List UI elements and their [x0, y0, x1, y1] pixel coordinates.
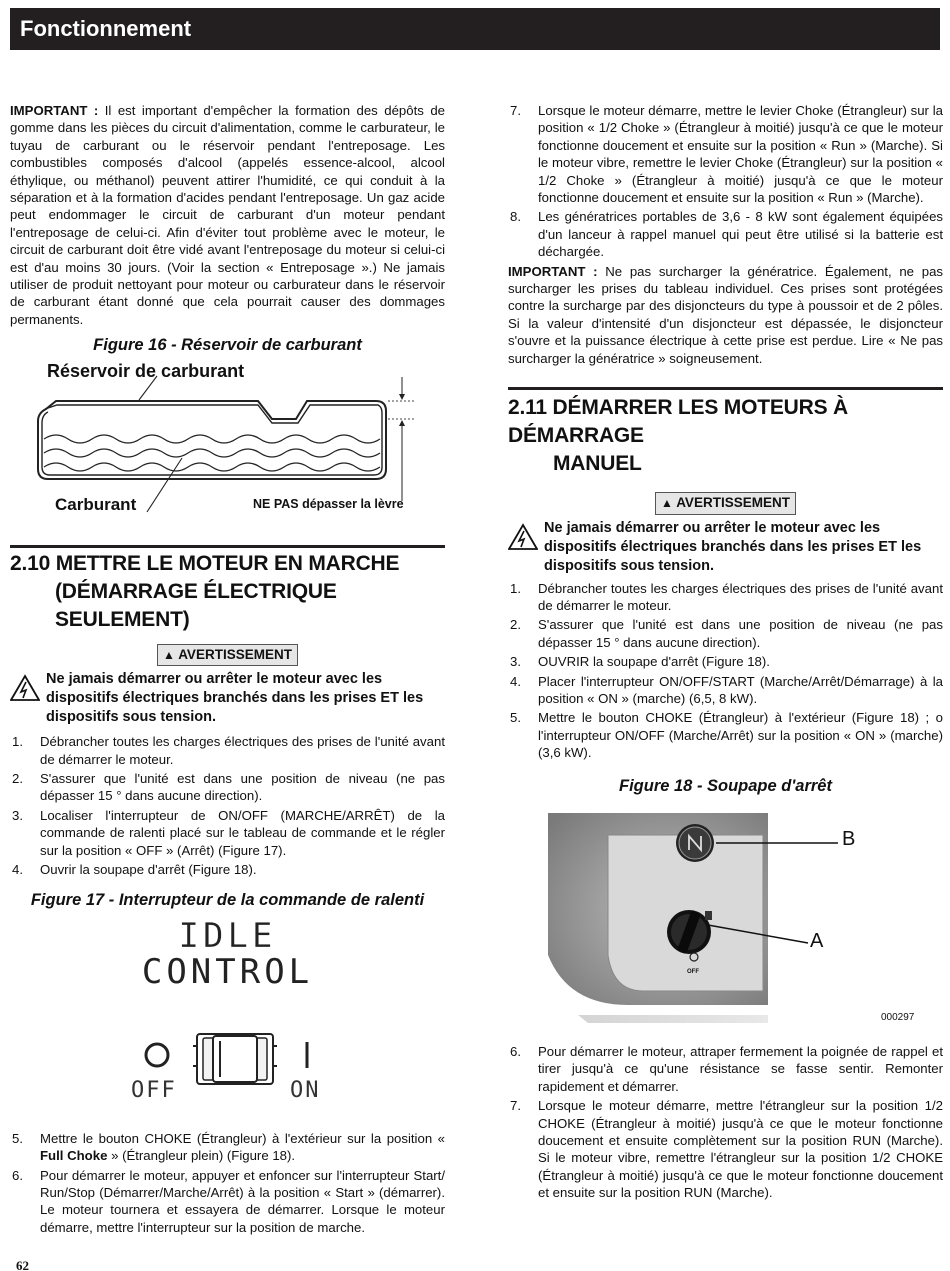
step-number: 5.	[510, 710, 521, 726]
section-rule	[10, 545, 445, 548]
section-rule	[508, 387, 943, 390]
list-item	[508, 673, 943, 708]
step-text: Les génératrices portables de 3,6 - 8 kW sont également équipées d'un lanceur à rappel manuel qui peut être utilisé si la batterie est déchargée.	[538, 209, 943, 260]
warning-message	[508, 519, 943, 576]
section-2-10-line2: (DÉMARRAGE ÉLECTRIQUE SEULEMENT)	[55, 579, 337, 631]
list-item	[508, 102, 943, 206]
step-text: Pour démarrer le moteur, attraper fermement la poignée de rappel et tirer jusqu'à ce qu'une résistance se fasse sentir. Remonter rapidement et démarrer.	[538, 1043, 943, 1094]
steps-list-manual-cont	[508, 1043, 943, 1202]
list-item	[508, 208, 943, 260]
figure-16	[10, 361, 445, 531]
step-number: 1.	[12, 734, 23, 750]
step-text: S'assurer que l'unité est dans une position de niveau (ne pas dépasser 15 ° dans aucune direction).	[40, 770, 445, 804]
fuel-label: Carburant	[55, 494, 137, 514]
step-number: 7.	[510, 1098, 521, 1114]
label-a: A	[810, 929, 824, 952]
off-small-label: OFF	[687, 968, 699, 975]
list-item	[508, 1097, 943, 1201]
step-number: 2.	[12, 770, 23, 786]
warning-text: Ne jamais démarrer ou arrêter le moteur avec les dispositifs électriques branchés dans les prises ET les dispositifs sous tension.	[544, 519, 922, 574]
step-text: Placer l'interrupteur ON/OFF/START (Marche/Arrêt/Démarrage) à la position « ON » (marche) (6,5, 8 kW).	[538, 673, 943, 706]
section-2-11-title	[508, 394, 943, 478]
step-text: Lorsque le moteur démarre, mettre le levier Choke (Étrangleur) sur la position « 1/2 Choke » (Étrangleur à moitié) jusqu'à ce que le moteur fonctionne doucement et ensuite sur la position « Run » (Marche). Si le moteur vibre, remettre le levier Choke (Étrangleur) sur la position « 1/2 Choke » (Étrangleur à moitié) jusqu'à ce que le moteur fonctionne doucement et ensuite sur la position « Run » (Marche).	[538, 103, 943, 206]
steps-list-manual	[508, 580, 943, 762]
warning-badge-wrap	[10, 644, 445, 666]
list-item	[10, 1130, 445, 1165]
list-item	[508, 616, 943, 651]
step-number: 1.	[510, 580, 521, 596]
steps-list-electric-cont	[10, 1130, 445, 1236]
figure-18-title: Figure 18 - Soupape d'arrêt	[619, 776, 832, 795]
warning-triangle-icon: ▲	[661, 496, 673, 511]
important-paragraph-right	[508, 263, 943, 367]
control-label: CONTROL	[141, 951, 314, 992]
on-label: ON	[290, 1077, 321, 1103]
warning-badge-label: AVERTISSEMENT	[676, 495, 790, 511]
important-text: Il est important d'empêcher la formation des dépôts de gomme dans les pièces du circuit d'alimentation, comme le carburateur, le tuyau de carburant ou le réservoir pendant l'entreposage. Les combustibles composés d'alcool (appelés essence-alcool, alcool éthylique, ou méthanol) peuvent attirer l'humidité, ce qui conduit à la séparation et à la formation d'acides pendant l'entreposage. Un gaz acide peut endommager le circuit de carburant d'un moteur pendant l'entreposage de celui-ci. Afin d'éviter tout problème avec le moteur, le circuit de carburant doit être vidé avant l'entreposage du moteur si celui-ci est d'au moins 30 jours. (Voir la section « Entreposage ».) Ne jamais utiliser de produit nettoyant pour moteur ou carburateur dans le réservoir de carburant étant donné que cela pourrait causer des dommages permanents.	[10, 103, 445, 327]
page-title: Fonctionnement	[20, 16, 192, 41]
step-number: 4.	[12, 861, 23, 877]
list-item	[10, 1167, 445, 1237]
warning-text: Ne jamais démarrer ou arrêter le moteur avec les dispositifs électriques branchés dans les prises ET les dispositifs sous tension.	[46, 671, 424, 726]
off-label: OFF	[131, 1077, 177, 1103]
section-2-11-line2: MANUEL	[553, 452, 642, 476]
step-text: OUVRIR la soupape d'arrêt (Figure 18).	[538, 654, 770, 670]
section-2-11-line1: 2.11 DÉMARRER LES MOTEURS À DÉMARRAGE	[508, 396, 848, 448]
steps-list-top-right	[508, 102, 943, 261]
warning-badge	[655, 492, 796, 514]
step-number: 8.	[510, 209, 521, 225]
list-item	[508, 580, 943, 615]
electric-hazard-icon	[508, 523, 538, 551]
list-item	[508, 653, 943, 670]
step-text: Débrancher toutes les charges électriques des prises de l'unité avant de démarrer le moteur.	[40, 734, 445, 767]
list-item	[508, 709, 943, 761]
step-number: 6.	[12, 1167, 23, 1183]
idle-label: IDLE	[178, 915, 277, 956]
rocker-switch	[10, 915, 445, 1118]
list-item	[508, 1043, 943, 1095]
step-text-post: » (Étrangleur plein) (Figure 18).	[107, 1148, 296, 1164]
step-number: 4.	[510, 673, 521, 689]
step-number: 2.	[510, 617, 521, 633]
important-text: Ne pas surcharger la génératrice. Également, ne pas surcharger les prises du tableau individuel. Ces prises sont protégées contre la surcharge par des disjoncteurs du type à poussoir et de 2 pôles. Si la valeur d'intensité d'un disjoncteur est dépassée, le disjoncteur s'ouvre et la puissance électrique à cette prise est perdue. Lire « Ne pas surcharger la génératrice » soigneusement.	[508, 263, 944, 366]
important-label: IMPORTANT :	[10, 103, 99, 118]
right-column	[508, 102, 943, 1204]
figure-16-title: Figure 16 - Réservoir de carburant	[93, 336, 362, 355]
electric-hazard-icon	[10, 674, 40, 702]
figure-17	[10, 915, 445, 1118]
step-number: 5.	[12, 1130, 23, 1146]
steps-list-electric	[10, 733, 445, 878]
step-text-bold: Full Choke	[40, 1148, 108, 1164]
section-2-10-line1: 2.10 METTRE LE MOTEUR EN MARCHE	[10, 551, 400, 575]
tank-label: Réservoir de carburant	[47, 360, 245, 381]
step-number: 6.	[510, 1043, 521, 1059]
list-item	[10, 807, 445, 859]
page-number: 62	[16, 1258, 29, 1271]
warning-badge	[157, 644, 298, 666]
step-text: Ouvrir la soupape d'arrêt (Figure 18).	[40, 861, 257, 877]
shutoff-valve-photo	[508, 805, 943, 1035]
section-2-10-title	[10, 550, 445, 634]
list-item	[10, 733, 445, 768]
step-text: Lorsque le moteur démarre, mettre l'étrangleur sur la position 1/2 CHOKE (Étrangleur à moitié) jusqu'à ce que le moteur fonctionne doucement et ensuite complètement sur la position RUN (Marche). Si le moteur vibre, remettre l'étrangleur sur la position 1/2 CHOKE (Étrangleur à moitié) jusqu'à ce que le moteur fonctionne doucement et ensuite sur la position RUN (Marche).	[538, 1098, 943, 1201]
step-text: Débrancher toutes les charges électriques des prises de l'unité avant de démarrer le moteur.	[538, 580, 943, 613]
header-bar	[10, 8, 940, 50]
list-item	[10, 861, 445, 878]
list-item	[10, 770, 445, 805]
step-number: 3.	[510, 654, 521, 670]
lip-label: NE PAS dépasser la lèvre	[253, 496, 404, 511]
step-text-pre: Mettre le bouton CHOKE (Étrangleur) à l'extérieur sur la position «	[40, 1130, 445, 1146]
warning-message	[10, 670, 445, 727]
warning-badge-label: AVERTISSEMENT	[178, 646, 292, 662]
left-column	[10, 102, 445, 1238]
important-paragraph	[10, 102, 445, 328]
figure-18	[508, 805, 943, 1035]
step-number: 3.	[12, 807, 23, 823]
step-text: Localiser l'interrupteur de ON/OFF (MARCHE/ARRÊT) de la commande de ralenti placé sur le tableau de commande et le régler sur la position « OFF » (Arrêt) (Figure 17).	[40, 807, 445, 858]
label-b: B	[842, 827, 856, 850]
figure-17-title: Figure 17 - Interrupteur de la commande de ralenti	[30, 891, 425, 910]
warning-badge-wrap	[508, 492, 943, 514]
important-label: IMPORTANT :	[508, 263, 598, 279]
step-text: Mettre le bouton CHOKE (Étrangleur) à l'extérieur (Figure 18) ; o l'interrupteur ON/OFF (Marche/Arrêt) sur la position « ON » (marche) (3,6 kW).	[538, 710, 943, 761]
step-text: Pour démarrer le moteur, appuyer et enfoncer sur l'interrupteur Start/ Run/Stop (Démarrer/Marche/Arrêt) à la position « Start » (démarrer). Le moteur tournera et essayera de démarrer. Lorsque le moteur démarre, mettre l'interrupteur sur la position de marche.	[40, 1167, 445, 1235]
warning-triangle-icon: ▲	[163, 647, 175, 662]
step-text: S'assurer que l'unité est dans une position de niveau (ne pas dépasser 15 ° dans aucune direction).	[538, 617, 943, 650]
step-number: 7.	[510, 103, 521, 118]
figure-code: 000297	[881, 1011, 915, 1023]
